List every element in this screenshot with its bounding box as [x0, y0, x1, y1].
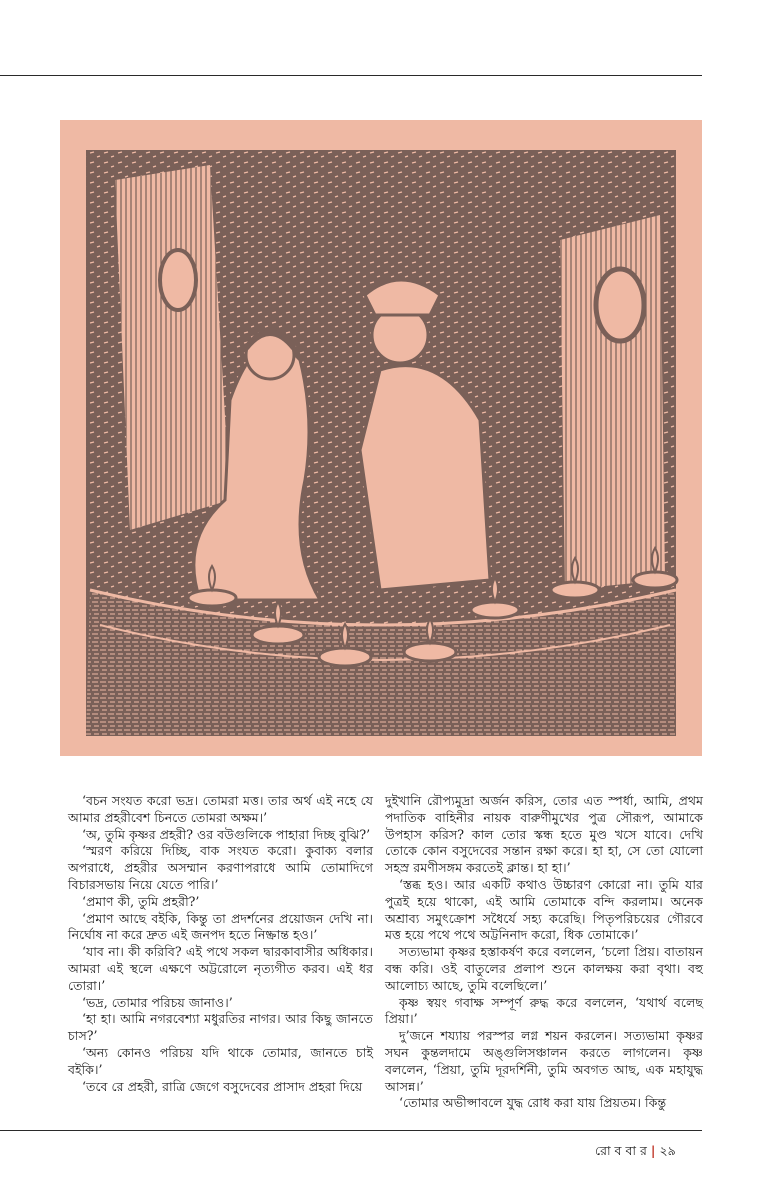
- paragraph: ‘তবে রে প্রহরী, রাত্রি জেগে বসুদেবের প্রাসাদ প্রহরা দিয়ে: [82, 1078, 363, 1094]
- woodcut-illustration: [60, 120, 702, 756]
- paragraph: ‘স্মরণ করিয়ে দিচ্ছি, বাক সংযত করো। কুবাক্য বলার অপরাধে, প্রহরীর অসম্মান করণাপরাধে আমি তোমাদিগে বিচারসভায় নিয়ে যেতে পারি।’: [68, 843, 373, 892]
- column-left: [68, 793, 373, 1095]
- bottom-rule: [0, 1130, 702, 1131]
- paragraph: দু’জনে শয্যায় পরস্পর লগ্ন শয়ন করলেন। সত্যভামা কৃষ্ণর সঘন কুন্তলদামে অঙ্গুলিসঞ্চালন করতে লাগলেন। কৃষ্ণ বললেন, ‘প্রিয়া, তুমি দূরদর্শিনী, তুমি অবগত আছ, এক মহাযুদ্ধ আসন্ন।’: [385, 1028, 703, 1094]
- paragraph: ‘স্তব্ধ হও। আর একটি কথাও উচ্চারণ কোরো না। তুমি যার পুত্রই হয়ে থাকো, এই আমি তোমাকে বন্দি করলাম। অনেক অশ্রাব্য সমুৎক্রোশ সধৈর্যে সহ্য করেছি। পিতৃপরিচয়ের গৌরবে মত্ত হয়ে পথে পথে অট্টনিনাদ করো, ধিক তোমাকে।’: [385, 876, 703, 943]
- page-number: ২৯: [659, 1143, 676, 1158]
- page-footer: [595, 1143, 676, 1163]
- woodcut-krishna-satyabhama-lamps-illustration: [60, 120, 702, 756]
- paragraph-continued: দুইখানি রৌপ্যমুদ্রা অর্জন করিস, তোর এত স্পর্ধা, আমি, প্রথম পদাতিক বাহিনীর নায়ক বারুণীমুখের পুত্র সৌরূপ, আমাকে উপহাস করিস? কাল তোর স্কন্ধ হতে মুণ্ড খসে যাবে। দেখি তোকে কোন বসুদেবের সন্তান রক্ষা করে। হা হা, সে তো যোলো সহস্র রমণীসঙ্গম করতেই ক্লান্ত। হা হা।’: [385, 793, 703, 876]
- paragraph: ‘হা হা। আমি নগরবেশ্যা মধুরতির নাগর। আর কিছু জানতে চাস?’: [68, 1011, 373, 1044]
- paragraph: কৃষ্ণ স্বয়ং গবাক্ষ সম্পূর্ণ রুদ্ধ করে বললেন, ‘যথার্থ বলেছ প্রিয়া।’: [385, 994, 703, 1027]
- paragraph: ‘তোমার অভীপ্সাবলে যুদ্ধ রোধ করা যায় প্রিয়তম। কিন্তু: [399, 1095, 667, 1111]
- footer-separator: |: [650, 1143, 656, 1158]
- paragraph: ‘ভদ্র, তোমার পরিচয় জানাও।’: [82, 994, 233, 1010]
- magazine-name: রো ব বা র: [595, 1143, 647, 1158]
- paragraph: সত্যভামা কৃষ্ণর হস্তাকর্ষণ করে বললেন, ‘চলো প্রিয়। বাতায়ন বন্ধ করি। ওই বাতুলের প্রলাপ শুনে কালক্ষয় করা বৃথা। বহু আলোচ্য আছে, তুমি বলেছিলে।’: [385, 944, 703, 993]
- paragraph: ‘অ, তুমি কৃষ্ণর প্রহরী? ওর বউগুলিকে পাহারা দিচ্ছ বুঝি?’: [82, 826, 371, 842]
- paragraph: ‘প্রমাণ কী, তুমি প্রহরী?’: [82, 893, 200, 909]
- paragraph: ‘প্রমাণ আছে বইকি, কিন্তু তা প্রদর্শনের প্রয়োজন দেখি না। নির্ঘোষ না করে দ্রুত এই জনপদ হতে নিষ্ক্রান্ত হও।’: [68, 910, 373, 943]
- paragraph: ‘যাব না। কী করিবি? এই পথে সকল দ্বারকাবাসীর অধিকার। আমরা এই স্থলে এক্ষণে অট্টরোলে নৃত্যগীত করব। এই ধর তোরা।’: [68, 944, 373, 993]
- top-rule: [0, 75, 702, 76]
- paragraph: ‘বচন সংযত করো ভদ্র। তোমরা মত্ত। তার অর্থ এই নহে যে আমার প্রহরীবেশ চিনতে তোমরা অক্ষম।’: [68, 793, 373, 825]
- column-right: [385, 793, 703, 1112]
- paragraph: ‘অন্য কোনও পরিচয় যদি থাকে তোমার, জানতে চাই বইকি।’: [68, 1044, 373, 1077]
